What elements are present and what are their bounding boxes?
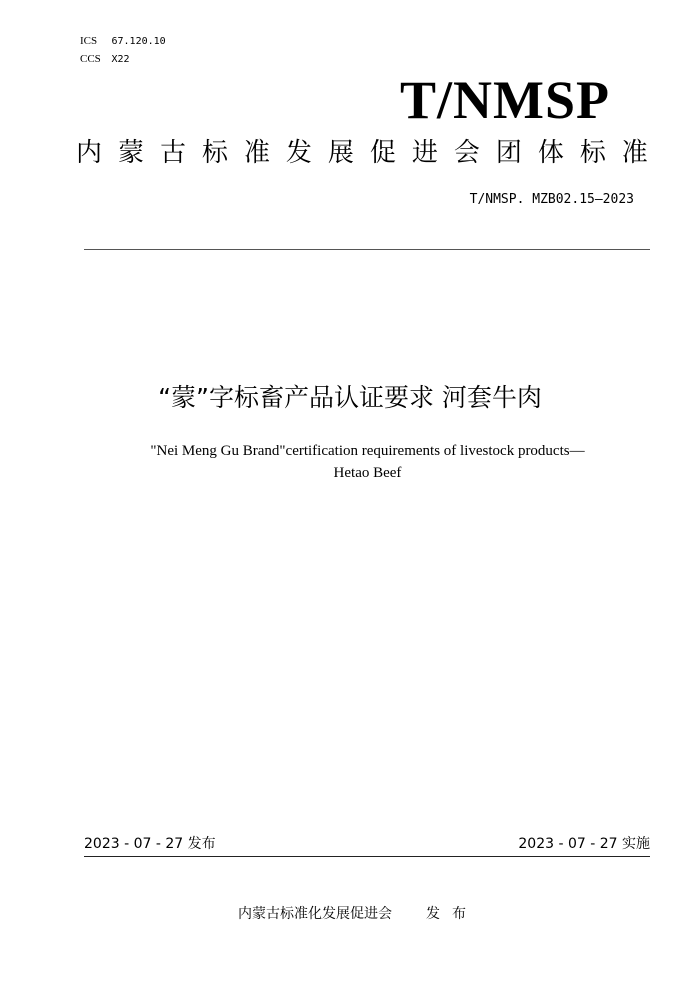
implementation-date: 2023 - 07 - 27 实施 xyxy=(518,836,650,852)
publish-label: 发布 xyxy=(426,906,478,922)
ccs-label: CCS xyxy=(80,53,101,65)
title-chinese: “蒙”字标畜产品认证要求 河套牛肉 xyxy=(158,383,542,412)
issue-date: 2023 - 07 - 27 发布 xyxy=(84,836,216,852)
org-name-char: 内 xyxy=(76,138,103,168)
publisher xyxy=(238,904,478,924)
org-name-char: 发 xyxy=(285,138,312,168)
org-name-char: 促 xyxy=(369,138,396,168)
standard-number: T/NMSP. MZB02.15—2023 xyxy=(469,192,634,207)
org-name-char: 准 xyxy=(621,138,648,168)
org-name-char: 蒙 xyxy=(117,138,144,168)
org-name-char: 团 xyxy=(495,138,522,168)
org-name-char: 进 xyxy=(411,138,438,168)
org-name-char: 古 xyxy=(159,138,186,168)
org-name-char: 标 xyxy=(201,138,228,168)
org-name-char: 标 xyxy=(579,138,606,168)
org-code: T/NMSP xyxy=(399,70,610,130)
ccs-row xyxy=(80,52,130,67)
org-name-char: 体 xyxy=(537,138,564,168)
ics-row xyxy=(80,34,166,49)
title-english xyxy=(100,440,635,484)
ics-label: ICS xyxy=(80,35,98,47)
org-name-char: 展 xyxy=(327,138,354,168)
org-name-char: 准 xyxy=(243,138,270,168)
top-divider xyxy=(84,249,650,250)
ics-value: 67.120.10 xyxy=(111,36,166,47)
org-name xyxy=(76,136,648,170)
title-english-line2: Hetao Beef xyxy=(333,465,402,481)
ccs-value: X22 xyxy=(111,54,130,65)
bottom-divider xyxy=(84,856,650,857)
issuer-name: 内蒙古标准化发展促进会 xyxy=(238,906,392,922)
title-english-line1: "Nei Meng Gu Brand"certification requirements of livestock products— xyxy=(150,443,585,459)
org-name-char: 会 xyxy=(453,138,480,168)
